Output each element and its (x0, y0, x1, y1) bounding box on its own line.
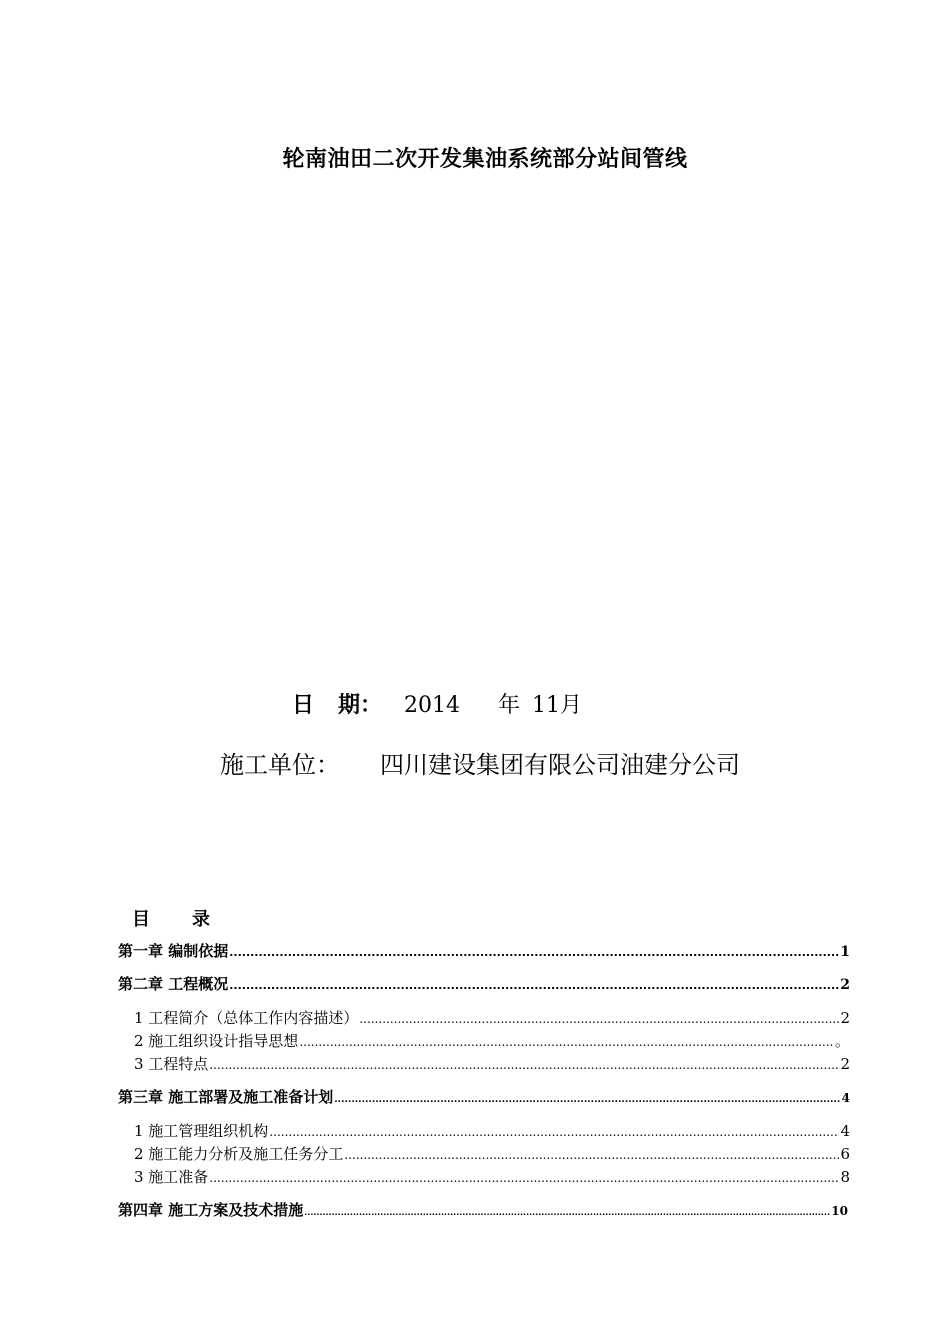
toc-entry-section-3-3[interactable] (118, 1166, 850, 1187)
toc-entry-text: 第四章 施工方案及技术措施 (118, 1201, 304, 1219)
toc-entry-section-3-1[interactable] (118, 1120, 850, 1141)
toc-entry-page: 4 (841, 1091, 850, 1105)
date-month: 11月 (532, 693, 583, 718)
toc-entry-section-2-1[interactable] (118, 1007, 850, 1028)
date-year-suffix: 年 (498, 693, 521, 718)
toc-entry-page: 1 (840, 944, 850, 960)
toc-entry-page: 2 (840, 1009, 850, 1027)
document-title: 轮南油田二次开发集油系统部分站间管线 (282, 147, 688, 172)
toc-entry-chapter-2[interactable] (118, 973, 850, 994)
date-label (292, 693, 382, 718)
construction-unit-value: 四川建设集团有限公司油建分公司 (380, 751, 740, 779)
toc-entry-page: 2 (840, 1055, 850, 1073)
toc-heading-char-2: 录 (192, 909, 210, 930)
toc-entry-chapter-3[interactable] (118, 1086, 850, 1107)
toc-entry-text: 第二章 工程概况 (118, 975, 229, 993)
toc-entry-section-2-2[interactable] (118, 1030, 850, 1051)
toc-entry-section-3-2[interactable] (118, 1143, 850, 1164)
construction-unit-label: 施工单位： (220, 751, 340, 779)
toc-entry-page: 2 (840, 977, 850, 993)
toc-entry-text: 2 施工能力分析及施工任务分工 (134, 1145, 344, 1163)
date-label-char-1: 日 (292, 693, 315, 718)
date-label-char-2: 期： (338, 693, 383, 718)
toc-entry-page: 4 (840, 1122, 850, 1140)
toc-entry-page: 6 (840, 1145, 850, 1163)
toc-entry-text: 第三章 施工部署及施工准备计划 (118, 1088, 334, 1106)
construction-unit-row (220, 745, 740, 780)
toc-heading-char-1: 目 (132, 909, 150, 930)
toc-entry-chapter-4[interactable] (118, 1199, 848, 1220)
toc-entry-text: 1 施工管理组织机构 (134, 1122, 269, 1140)
toc-entry-chapter-1[interactable] (118, 940, 850, 961)
toc-heading (132, 905, 210, 931)
toc-entry-text: 3 施工准备 (134, 1168, 209, 1186)
date-year: 2014 (404, 693, 461, 718)
toc-entry-page: 10 (831, 1204, 848, 1218)
toc-entry-text: 2 施工组织设计指导思想 (134, 1032, 299, 1050)
toc-entry-section-2-3[interactable] (118, 1053, 850, 1074)
toc-entry-page: 8 (840, 1168, 850, 1186)
toc-entry-page: 。 (834, 1032, 850, 1050)
toc-entry-text: 3 工程特点 (134, 1055, 209, 1073)
date-row (292, 688, 582, 719)
toc-entry-text: 第一章 编制依据 (118, 942, 229, 960)
toc-entry-text: 1 工程简介（总体工作内容描述） (134, 1009, 359, 1027)
